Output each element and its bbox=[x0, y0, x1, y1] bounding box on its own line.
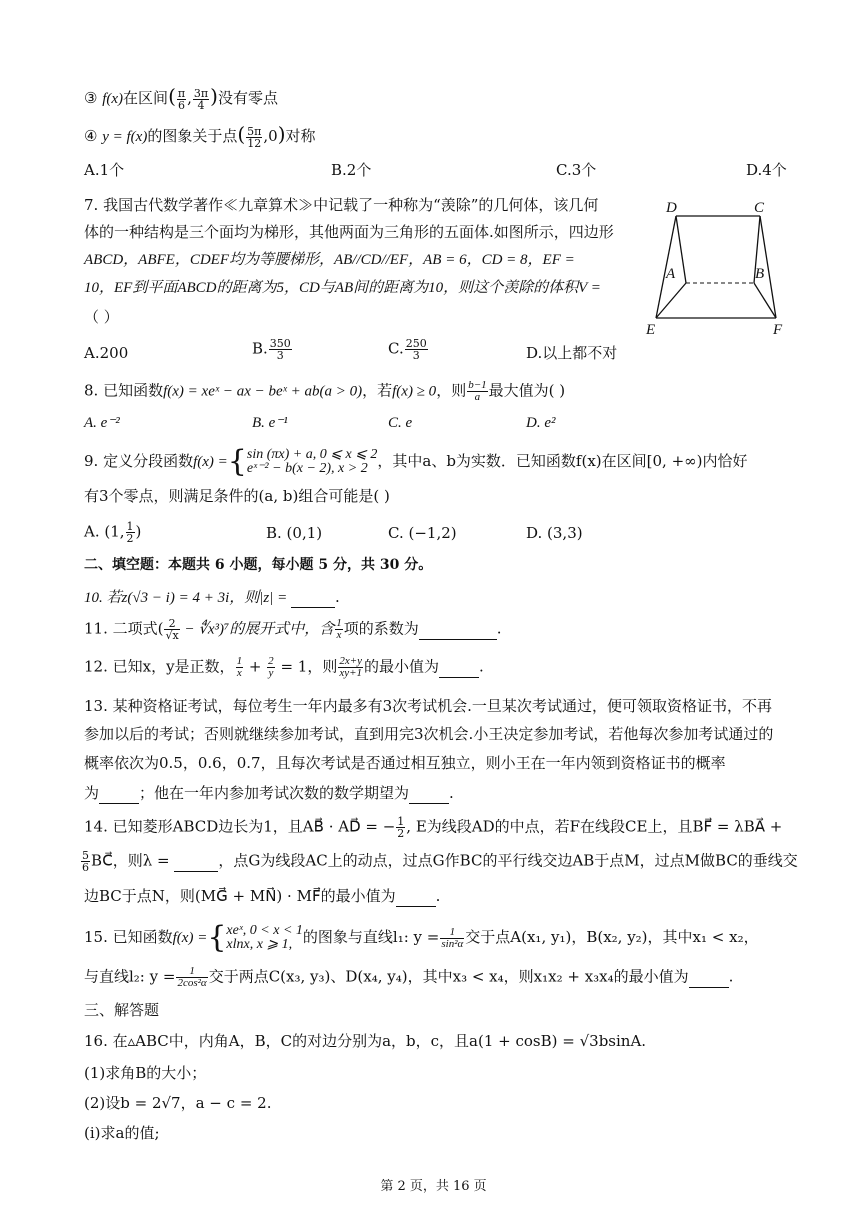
q7-line2: 体的一种结构是三个面均为梯形，其他两面为三角形的五面体.如图所示，四边形 bbox=[84, 223, 614, 241]
section-answer-title: 三、解答题 bbox=[84, 1001, 160, 1019]
q8-stem: 8. 已知函数f(x) = xeˣ − ax − beˣ + ab(a > 0)，若f(x) ≥ 0，则 $\frac{b-1}{a}$ 最大值为( ) bbox=[84, 379, 566, 403]
label-a: A bbox=[666, 266, 676, 282]
q14-line3: 边BC于点N，则(MG⃗ + MN⃗) · MF⃗的最小值为 . bbox=[84, 887, 441, 905]
label-f: F bbox=[773, 322, 783, 338]
q9-option-d: D. (3,3) bbox=[526, 524, 583, 542]
q9-option-a: A. (1, $\frac{1}{2}$ ) bbox=[84, 520, 142, 545]
q7-option-c: C. $\frac{250}{3}$ bbox=[388, 337, 427, 362]
q14-line2: $\frac{5}{6}$ BC⃗，则λ = ，点G为线段AC上的动点，过点G作BC的平行线交边AB于点M，过点M做BC的垂线交 bbox=[82, 849, 798, 874]
label-b: B bbox=[755, 266, 765, 282]
q13-line1: 13. 某种资格证考试，每位考生一年内最多有3次考试机会.一旦某次考试通过，便可领取资格证书，不再 bbox=[84, 697, 772, 715]
q14-line1: 14. 已知菱形ABCD边长为1，且AB⃗ · AD⃗ = − $\frac{1}{2}$ , E为线段AD的中点，若F在线段CE上，且BF⃗ = λBA⃗ + bbox=[84, 815, 783, 840]
q16-part1: (1)求角B的大小； bbox=[84, 1064, 207, 1082]
q9-option-b: B. (0,1) bbox=[266, 524, 323, 542]
q7-line1: 7. 我国古代数学著作≪九章算术≫中记载了一种称为“羡除”的几何体，该几何 bbox=[84, 196, 599, 214]
q7-option-a: A.200 bbox=[84, 344, 129, 362]
q8-option-b: B. e⁻¹ bbox=[252, 415, 288, 431]
q7-line4: 10，EF到平面ABCD的距离为5，CD与AB间的距离为10，则这个羡除的体积V = bbox=[84, 280, 601, 296]
q6-item4: ④ y = f(x)的图象关于点( $\frac{5\pi}{12}$ ,0)对称 bbox=[84, 122, 316, 150]
q7-line5: （ ） bbox=[84, 308, 119, 326]
q11: 11. 二项式( $\frac{2}{√x}$ − ∜x³)⁷的展开式中，含 $\frac{1}{x}$ 项的系数为 . bbox=[84, 617, 502, 642]
q13-line4: 为 ；他在一年内参加考试次数的数学期望为 . bbox=[84, 784, 454, 802]
q9-option-c: C. (−1,2) bbox=[388, 524, 457, 542]
label-c: C bbox=[754, 200, 765, 216]
q6-option-b: B.2个 bbox=[331, 161, 372, 179]
q7-option-d: D.以上都不对 bbox=[526, 344, 618, 362]
q15-line1: 15. 已知函数f(x) ={ xeˣ, 0 < x < 1 xlnx, x ⩾ 1, 的图象与直线l₁: y = $\frac{1}{\text{sin²α}}$ 交于点A(x₁, y₁)，B(x₂, y₂)，其中x₁ < x₂， bbox=[84, 920, 759, 955]
q13-line3: 概率依次为0.5，0.6，0.7，且每次考试是否通过相互独立，则小王在一年内领到资格证书的概率 bbox=[84, 754, 726, 772]
q9-line2: 有3个零点，则满足条件的(a, b)组合可能是( ) bbox=[84, 487, 390, 505]
q9-stem: 9. 定义分段函数f(x) ={ sin (πx) + a, 0 ⩽ x ⩽ 2 eˣ⁻² − b(x − 2), x > 2 ，其中a、b为实数．已知函数f(x)在区间[0, +∞)内恰好 bbox=[84, 444, 748, 479]
q8-option-d: D. e² bbox=[526, 415, 556, 431]
trapezoid-solid-figure bbox=[636, 196, 796, 342]
q6-option-d: D.4个 bbox=[746, 161, 787, 179]
label-d: D bbox=[666, 200, 677, 216]
q16-part2i: (ⅰ)求a的值; bbox=[84, 1124, 160, 1142]
section-fill-in-title: 二、填空题：本题共 6 小题，每小题 5 分，共 30 分。 bbox=[84, 557, 433, 573]
q6-option-a: A.1个 bbox=[84, 161, 125, 179]
page-footer: 第 2 页，共 16 页 bbox=[380, 1179, 487, 1194]
q8-option-c: C. e bbox=[388, 415, 413, 431]
q16-part2: (2)设b = 2√7，a − c = 2. bbox=[84, 1094, 272, 1112]
label-e: E bbox=[646, 322, 656, 338]
q12: 12. 已知x，y是正数， $\frac{1}{x}$ + $\frac{2}{y}$ = 1，则 $\frac{2x+y}{xy+1}$ 的最小值为 . bbox=[84, 655, 484, 679]
q8-option-a: A. e⁻² bbox=[84, 415, 120, 431]
q7-line3: ABCD，ABFE，CDEF均为等腰梯形，AB//CD//EF，AB = 6，CD = 8，EF = bbox=[84, 252, 575, 268]
q13-line2: 参加以后的考试；否则就继续参加考试，直到用完3次机会.小王决定参加考试，若他每次参加考试通过的 bbox=[84, 725, 774, 743]
q16-line1: 16. 在▵ABC中，内角A，B，C的对边分别为a，b，c，且a(1 + cosB) = √3bsinA. bbox=[84, 1032, 647, 1050]
q7-option-b: B. $\frac{350}{3}$ bbox=[252, 337, 291, 362]
q15-line2: 与直线l₂: y = $\frac{1}{\text{2cos²α}}$ 交于两点C(x₃, y₃)、D(x₄, y₄)，其中x₃ < x₄，则x₁x₂ + x₃x₄的最小值为 . bbox=[84, 965, 734, 989]
q6-option-c: C.3个 bbox=[556, 161, 597, 179]
q6-item3: ③ f(x)在区间( $\frac{\pi}{6}$ , $\frac{3\pi}{4}$ )没有零点 bbox=[84, 84, 278, 112]
q10: 10. 若z(√3 − i) = 4 + 3i，则|z| = . bbox=[84, 588, 340, 606]
